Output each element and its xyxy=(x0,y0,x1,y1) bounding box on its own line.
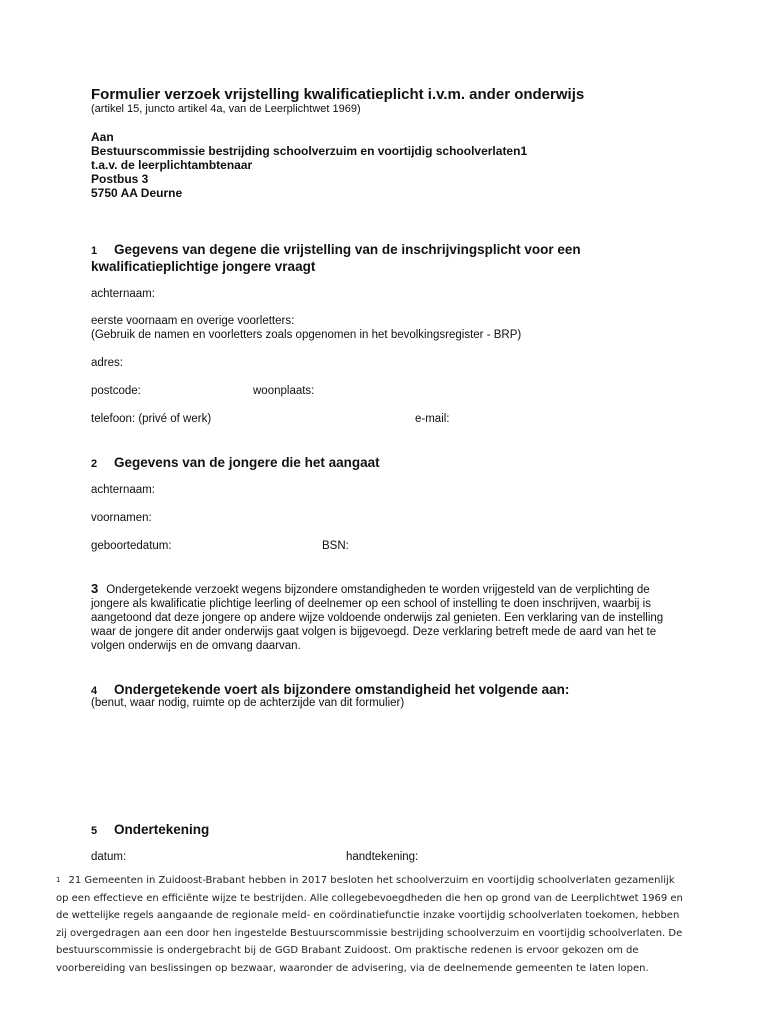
applicant-firstname-label: eerste voornaam en overige voorletters: xyxy=(91,315,295,327)
address-line-postcode-city: 5750 AA Deurne xyxy=(91,186,183,200)
section-5-heading-text: Ondertekening xyxy=(114,822,210,837)
address-line-aan: Aan xyxy=(91,130,114,144)
form-title: Formulier verzoek vrijstelling kwalificatieplicht i.v.m. ander onderwijs xyxy=(91,86,585,103)
section-3-text: Ondergetekende verzoekt wegens bijzondere omstandigheden te worden vrijgesteld van de verplichting de jongere als kwalificatie plichtige leerling of deelnemer op een school of instelling te doen inschrijven, waarbij is aangetoond dat deze jongere op andere wijze voldoende onderwijs zal genieten. Een verklaring van de instelling waar de jongere dit ander onderwijs gaat volgen is bijgevoegd. Deze verklaring betreft mede de aard van het te volgen onderwijs en de omvang daarvan. xyxy=(91,584,664,652)
section-4-heading-text: Ondergetekende voert als bijzondere omstandigheid het volgende aan: xyxy=(114,682,570,697)
signature-label: handtekening: xyxy=(346,851,419,863)
section-2-number: 2 xyxy=(91,458,98,470)
address-line-recipient: Bestuurscommissie bestrijding schoolverzuim en voortijdig schoolverlaten1 xyxy=(91,144,528,158)
section-4-note: (benut, waar nodig, ruimte op de achterzijde van dit formulier) xyxy=(91,697,405,709)
address-line-attention: t.a.v. de leerplichtambtenaar xyxy=(91,158,253,172)
section-1-heading xyxy=(91,242,581,275)
footnote xyxy=(56,872,686,978)
section-5-number: 5 xyxy=(91,825,98,837)
youth-firstnames-label: voornamen: xyxy=(91,512,152,524)
youth-birthdate-label: geboortedatum: xyxy=(91,540,172,552)
signature-date-label: datum: xyxy=(91,851,127,863)
applicant-email-label: e-mail: xyxy=(415,413,450,425)
section-2-heading-text: Gegevens van de jongere die het aangaat xyxy=(114,455,380,470)
section-5-heading xyxy=(91,822,209,839)
youth-surname-label: achternaam: xyxy=(91,484,155,496)
footnote-text: 21 Gemeenten in Zuidoost-Brabant hebben in 2017 besloten het schoolverzuim en voortijdig schoolverlaten gezamenlijk op een effectieve en efficiënte wijze te bestrijden. Alle collegebevoegdheden die hen op grond van de Leerplichtwet 1969 en de wettelijke regels aangaande de regionale meld- en coördinatiefunctie inzake voortijdig schoolverlaten toekomen, hebben zij overgedragen aan een door hen ingestelde Bestuurscommissie bestrijding schoolverzuim en voortijdig schoolverlaten. De bestuurscommissie is ondergebracht bij de GGD Brabant Zuidoost. Om praktische redenen is ervoor gekozen om de voorbereiding van beslissingen op bezwaar, waaronder de advisering, via de deelnemende gemeenten te laten lopen. xyxy=(56,875,683,974)
applicant-address-label: adres: xyxy=(91,357,123,369)
applicant-phone-label: telefoon: (privé of werk) xyxy=(91,413,212,425)
applicant-firstname-note: (Gebruik de namen en voorletters zoals opgenomen in het bevolkingsregister - BRP) xyxy=(91,329,522,341)
applicant-surname-label: achternaam: xyxy=(91,288,155,300)
applicant-postcode-label: postcode: xyxy=(91,385,141,397)
youth-bsn-label: BSN: xyxy=(322,540,349,552)
section-1-heading-line1: Gegevens van degene die vrijstelling van de inschrijvingsplicht voor een xyxy=(114,242,581,257)
section-1-heading-line2: kwalificatieplichtige jongere vraagt xyxy=(91,259,316,274)
section-3-paragraph xyxy=(91,582,691,653)
footnote-marker: 1 xyxy=(56,876,61,884)
section-3-number: 3 xyxy=(91,581,99,596)
section-4-number: 4 xyxy=(91,685,98,697)
applicant-city-label: woonplaats: xyxy=(253,385,315,397)
form-subtitle: (artikel 15, juncto artikel 4a, van de Leerplichtwet 1969) xyxy=(91,103,361,115)
section-1-number: 1 xyxy=(91,245,98,257)
section-2-heading xyxy=(91,455,380,472)
address-line-postbus: Postbus 3 xyxy=(91,172,149,186)
